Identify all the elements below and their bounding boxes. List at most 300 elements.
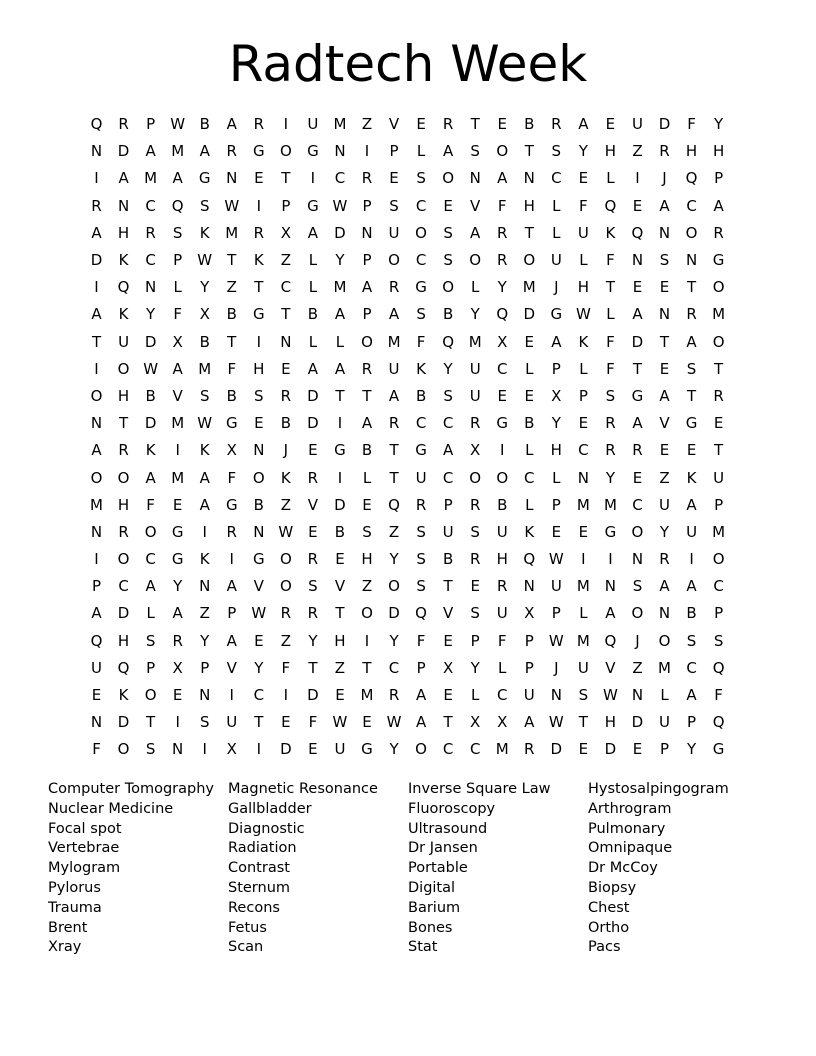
grid-letter[interactable]: Y (200, 278, 210, 297)
grid-letter[interactable]: S (578, 686, 589, 705)
grid-letter[interactable]: E (389, 169, 399, 188)
grid-letter[interactable]: Z (199, 604, 210, 623)
grid-letter[interactable]: O (685, 223, 698, 242)
grid-letter[interactable]: G (712, 740, 725, 759)
grid-letter[interactable]: R (524, 740, 535, 759)
grid-letter[interactable]: X (470, 713, 481, 732)
grid-letter[interactable]: I (229, 686, 234, 705)
grid-letter[interactable]: N (658, 305, 671, 324)
grid-letter[interactable]: M (90, 495, 103, 514)
grid-letter[interactable]: U (496, 604, 508, 623)
grid-letter[interactable]: E (443, 196, 453, 215)
grid-letter[interactable]: Q (712, 658, 725, 677)
grid-letter[interactable]: A (172, 169, 183, 188)
grid-letter[interactable]: A (118, 169, 129, 188)
grid-letter[interactable]: B (253, 495, 264, 514)
grid-letter[interactable]: K (578, 332, 589, 351)
grid-letter[interactable]: F (687, 115, 696, 134)
grid-letter[interactable]: I (337, 414, 343, 433)
grid-letter[interactable]: T (146, 713, 156, 732)
grid-letter[interactable]: T (91, 332, 102, 351)
grid-letter[interactable]: M (387, 332, 401, 351)
grid-letter[interactable]: G (496, 414, 509, 433)
grid-letter[interactable]: A (91, 305, 102, 324)
grid-letter[interactable]: D (307, 414, 319, 433)
grid-letter[interactable]: S (199, 713, 210, 732)
grid-letter[interactable]: A (686, 495, 697, 514)
grid-letter[interactable]: R (605, 414, 616, 433)
grid-letter[interactable]: J (662, 169, 667, 188)
grid-letter[interactable]: C (145, 251, 156, 270)
grid-letter[interactable]: I (283, 115, 289, 134)
grid-letter[interactable]: O (631, 604, 644, 623)
grid-letter[interactable]: Y (686, 740, 697, 759)
grid-letter[interactable]: W (143, 359, 159, 378)
grid-letter[interactable]: B (199, 115, 210, 134)
grid-letter[interactable]: D (117, 604, 130, 623)
grid-letter[interactable]: C (442, 414, 454, 433)
grid-letter[interactable]: O (442, 278, 455, 297)
grid-letter[interactable]: Y (470, 305, 480, 324)
grid-letter[interactable]: E (254, 169, 264, 188)
grid-letter[interactable]: P (551, 604, 561, 623)
grid-letter[interactable]: F (416, 332, 426, 351)
grid-letter[interactable]: P (524, 658, 534, 677)
grid-letter[interactable]: T (659, 332, 670, 351)
grid-letter[interactable]: A (199, 495, 210, 514)
grid-letter[interactable]: R (172, 631, 183, 650)
grid-letter[interactable]: A (686, 686, 697, 705)
grid-letter[interactable]: M (576, 631, 590, 650)
grid-letter[interactable]: U (713, 468, 725, 487)
grid-letter[interactable]: H (523, 196, 535, 215)
grid-letter[interactable]: E (632, 468, 643, 487)
grid-letter[interactable]: A (145, 468, 156, 487)
grid-letter[interactable]: F (92, 740, 101, 759)
grid-letter[interactable]: E (632, 196, 643, 215)
grid-letter[interactable]: R (632, 441, 643, 460)
grid-letter[interactable]: O (469, 468, 482, 487)
grid-letter[interactable]: D (631, 332, 644, 351)
grid-letter[interactable]: G (361, 740, 373, 759)
grid-letter[interactable]: J (283, 441, 289, 460)
grid-letter[interactable]: Y (714, 115, 724, 134)
grid-letter[interactable]: G (171, 550, 184, 569)
grid-letter[interactable]: L (579, 251, 588, 270)
grid-letter[interactable]: P (227, 604, 237, 623)
grid-letter[interactable]: R (361, 169, 373, 188)
grid-letter[interactable]: C (415, 251, 427, 270)
grid-letter[interactable]: T (389, 441, 399, 460)
grid-letter[interactable]: L (552, 196, 561, 215)
grid-letter[interactable]: L (308, 278, 318, 297)
grid-letter[interactable]: A (226, 115, 237, 134)
grid-letter[interactable]: A (226, 577, 237, 596)
grid-letter[interactable]: S (416, 550, 426, 569)
grid-letter[interactable]: U (577, 223, 589, 242)
grid-letter[interactable]: D (307, 686, 319, 705)
grid-letter[interactable]: N (253, 522, 265, 541)
grid-letter[interactable]: G (631, 386, 644, 405)
grid-letter[interactable]: U (388, 359, 400, 378)
grid-letter[interactable]: M (144, 169, 158, 188)
grid-letter[interactable]: P (443, 495, 453, 514)
grid-letter[interactable]: C (145, 550, 156, 569)
grid-letter[interactable]: P (551, 495, 561, 514)
grid-letter[interactable]: R (118, 522, 129, 541)
grid-letter[interactable]: S (172, 223, 183, 242)
grid-letter[interactable]: F (497, 196, 507, 215)
grid-letter[interactable]: X (280, 223, 291, 242)
grid-letter[interactable]: E (308, 522, 318, 541)
grid-letter[interactable]: U (415, 468, 427, 487)
grid-letter[interactable]: W (224, 196, 240, 215)
grid-letter[interactable]: L (606, 169, 615, 188)
grid-letter[interactable]: O (415, 740, 427, 759)
grid-letter[interactable]: A (443, 142, 454, 161)
grid-letter[interactable]: G (252, 550, 265, 569)
grid-letter[interactable]: W (251, 604, 267, 623)
grid-letter[interactable]: S (659, 251, 670, 270)
grid-letter[interactable]: F (606, 359, 615, 378)
grid-letter[interactable]: I (608, 550, 613, 569)
grid-letter[interactable]: F (714, 686, 723, 705)
grid-letter[interactable]: S (145, 740, 156, 759)
grid-letter[interactable]: W (548, 631, 564, 650)
grid-letter[interactable]: H (117, 223, 130, 242)
grid-letter[interactable]: R (388, 686, 400, 705)
grid-letter[interactable]: W (332, 196, 348, 215)
grid-letter[interactable]: T (335, 604, 345, 623)
grid-letter[interactable]: Y (389, 550, 399, 569)
grid-letter[interactable]: N (172, 740, 184, 759)
grid-letter[interactable]: U (631, 115, 643, 134)
grid-letter[interactable]: A (659, 196, 670, 215)
grid-letter[interactable]: Q (117, 658, 130, 677)
grid-letter[interactable]: I (337, 468, 343, 487)
grid-letter[interactable]: F (281, 658, 291, 677)
grid-letter[interactable]: A (551, 332, 562, 351)
grid-letter[interactable]: I (94, 359, 99, 378)
grid-letter[interactable]: F (606, 251, 615, 270)
grid-letter[interactable]: S (416, 169, 426, 188)
grid-letter[interactable]: I (581, 550, 586, 569)
grid-letter[interactable]: S (199, 386, 210, 405)
grid-letter[interactable]: B (415, 386, 427, 405)
grid-letter[interactable]: C (442, 468, 454, 487)
grid-letter[interactable]: M (171, 414, 185, 433)
grid-letter[interactable]: Q (442, 332, 455, 351)
grid-letter[interactable]: R (280, 604, 292, 623)
grid-letter[interactable]: D (523, 305, 536, 324)
grid-letter[interactable]: A (686, 332, 697, 351)
grid-letter[interactable]: B (334, 522, 346, 541)
grid-letter[interactable]: D (280, 740, 292, 759)
grid-letter[interactable]: N (199, 686, 211, 705)
grid-letter[interactable]: I (94, 169, 99, 188)
grid-letter[interactable]: Q (496, 305, 509, 324)
grid-letter[interactable]: T (227, 332, 237, 351)
grid-letter[interactable]: O (523, 251, 536, 270)
grid-letter[interactable]: L (416, 142, 426, 161)
grid-letter[interactable]: T (254, 278, 264, 297)
grid-letter[interactable]: T (686, 278, 697, 297)
grid-letter[interactable]: E (605, 115, 616, 134)
grid-letter[interactable]: O (117, 468, 130, 487)
grid-letter[interactable]: G (252, 305, 265, 324)
grid-letter[interactable]: C (551, 169, 562, 188)
grid-letter[interactable]: E (470, 577, 480, 596)
grid-letter[interactable]: E (335, 550, 345, 569)
grid-letter[interactable]: I (175, 713, 180, 732)
grid-letter[interactable]: R (253, 223, 265, 242)
grid-letter[interactable]: Y (497, 278, 507, 297)
grid-letter[interactable]: S (470, 522, 480, 541)
grid-letter[interactable]: D (631, 713, 644, 732)
grid-letter[interactable]: C (145, 196, 156, 215)
grid-letter[interactable]: N (577, 468, 589, 487)
grid-letter[interactable]: O (415, 223, 427, 242)
grid-letter[interactable]: K (118, 686, 129, 705)
grid-letter[interactable]: K (686, 468, 697, 487)
grid-letter[interactable]: S (145, 631, 156, 650)
grid-letter[interactable]: R (659, 550, 670, 569)
grid-letter[interactable]: G (252, 142, 265, 161)
grid-letter[interactable]: O (631, 522, 644, 541)
grid-letter[interactable]: T (227, 251, 237, 270)
grid-letter[interactable]: I (256, 196, 262, 215)
grid-letter[interactable]: C (280, 278, 292, 297)
grid-letter[interactable]: A (226, 631, 237, 650)
grid-letter[interactable]: S (389, 196, 399, 215)
grid-letter[interactable]: I (364, 631, 370, 650)
grid-letter[interactable]: Z (659, 468, 670, 487)
grid-letter[interactable]: L (552, 468, 561, 487)
grid-letter[interactable]: Q (388, 495, 400, 514)
grid-letter[interactable]: N (334, 142, 346, 161)
grid-letter[interactable]: C (686, 658, 697, 677)
grid-letter[interactable]: E (686, 441, 697, 460)
grid-letter[interactable]: R (388, 414, 400, 433)
grid-letter[interactable]: A (524, 713, 535, 732)
grid-letter[interactable]: M (198, 359, 212, 378)
grid-letter[interactable]: E (362, 495, 372, 514)
grid-letter[interactable]: A (91, 604, 102, 623)
grid-letter[interactable]: E (443, 686, 453, 705)
grid-letter[interactable]: M (712, 522, 726, 541)
grid-letter[interactable]: U (469, 359, 481, 378)
grid-letter[interactable]: P (714, 169, 724, 188)
grid-letter[interactable]: R (307, 468, 319, 487)
grid-letter[interactable]: K (253, 251, 264, 270)
grid-letter[interactable]: K (524, 522, 535, 541)
grid-letter[interactable]: Q (631, 223, 644, 242)
grid-letter[interactable]: Z (334, 658, 346, 677)
grid-letter[interactable]: K (605, 223, 616, 242)
grid-letter[interactable]: B (686, 604, 697, 623)
grid-letter[interactable]: C (442, 740, 454, 759)
grid-letter[interactable]: Y (389, 631, 399, 650)
grid-letter[interactable]: A (415, 686, 427, 705)
grid-letter[interactable]: G (415, 441, 427, 460)
grid-letter[interactable]: I (229, 550, 234, 569)
grid-letter[interactable]: S (686, 359, 697, 378)
grid-letter[interactable]: A (388, 386, 400, 405)
grid-letter[interactable]: F (308, 713, 318, 732)
grid-letter[interactable]: O (117, 740, 130, 759)
grid-letter[interactable]: K (199, 441, 210, 460)
grid-letter[interactable]: B (524, 115, 535, 134)
grid-letter[interactable]: Y (308, 631, 318, 650)
grid-letter[interactable]: V (334, 577, 346, 596)
grid-letter[interactable]: Y (470, 658, 480, 677)
grid-letter[interactable]: C (496, 359, 508, 378)
grid-letter[interactable]: C (713, 577, 724, 596)
grid-letter[interactable]: P (200, 658, 210, 677)
grid-letter[interactable]: X (524, 604, 535, 623)
grid-letter[interactable]: R (497, 577, 508, 596)
grid-letter[interactable]: A (415, 713, 427, 732)
grid-letter[interactable]: O (117, 359, 130, 378)
grid-letter[interactable]: K (199, 223, 210, 242)
grid-letter[interactable]: R (388, 278, 400, 297)
grid-letter[interactable]: P (362, 305, 372, 324)
grid-letter[interactable]: D (90, 251, 103, 270)
grid-letter[interactable]: V (659, 414, 670, 433)
grid-letter[interactable]: I (256, 740, 262, 759)
grid-letter[interactable]: X (470, 441, 481, 460)
grid-letter[interactable]: N (523, 577, 535, 596)
grid-letter[interactable]: D (334, 223, 346, 242)
grid-letter[interactable]: E (335, 686, 345, 705)
grid-letter[interactable]: Y (200, 631, 210, 650)
grid-letter[interactable]: A (361, 414, 373, 433)
grid-letter[interactable]: F (416, 631, 426, 650)
grid-letter[interactable]: M (603, 495, 617, 514)
grid-letter[interactable]: A (172, 604, 183, 623)
grid-letter[interactable]: U (659, 495, 670, 514)
grid-letter[interactable]: W (197, 414, 213, 433)
grid-letter[interactable]: C (253, 686, 265, 705)
grid-letter[interactable]: E (632, 278, 643, 297)
grid-letter[interactable]: N (469, 169, 481, 188)
grid-letter[interactable]: S (254, 386, 264, 405)
grid-letter[interactable]: R (442, 115, 454, 134)
grid-letter[interactable]: Q (90, 631, 103, 650)
grid-letter[interactable]: P (146, 115, 156, 134)
grid-letter[interactable]: C (334, 169, 346, 188)
grid-letter[interactable]: S (713, 631, 724, 650)
grid-letter[interactable]: W (170, 115, 186, 134)
grid-letter[interactable]: L (579, 604, 588, 623)
grid-letter[interactable]: H (334, 631, 346, 650)
grid-letter[interactable]: T (254, 713, 264, 732)
grid-letter[interactable]: A (497, 169, 508, 188)
grid-letter[interactable]: X (226, 441, 237, 460)
grid-letter[interactable]: N (117, 196, 130, 215)
grid-letter[interactable]: L (606, 305, 615, 324)
grid-letter[interactable]: H (712, 142, 725, 161)
grid-letter[interactable]: C (415, 196, 427, 215)
grid-letter[interactable]: P (146, 658, 156, 677)
grid-letter[interactable]: N (90, 713, 103, 732)
grid-letter[interactable]: Q (171, 196, 184, 215)
grid-letter[interactable]: Z (280, 495, 291, 514)
grid-letter[interactable]: K (280, 468, 291, 487)
grid-letter[interactable]: R (551, 115, 562, 134)
grid-letter[interactable]: N (550, 686, 562, 705)
grid-letter[interactable]: O (361, 604, 373, 623)
grid-letter[interactable]: O (279, 550, 292, 569)
grid-letter[interactable]: B (442, 550, 454, 569)
grid-letter[interactable]: R (226, 142, 237, 161)
grid-letter[interactable]: O (658, 631, 671, 650)
grid-letter[interactable]: O (90, 386, 103, 405)
grid-letter[interactable]: Q (685, 169, 698, 188)
grid-letter[interactable]: T (362, 386, 372, 405)
grid-letter[interactable]: U (469, 386, 481, 405)
grid-letter[interactable]: R (307, 550, 319, 569)
grid-letter[interactable]: B (199, 332, 210, 351)
grid-letter[interactable]: D (334, 495, 346, 514)
grid-letter[interactable]: M (522, 278, 536, 297)
grid-letter[interactable]: O (361, 332, 373, 351)
grid-letter[interactable]: B (280, 414, 291, 433)
grid-letter[interactable]: O (496, 142, 509, 161)
grid-letter[interactable]: E (172, 686, 183, 705)
grid-letter[interactable]: R (253, 115, 265, 134)
grid-letter[interactable]: O (279, 577, 292, 596)
grid-letter[interactable]: N (280, 332, 292, 351)
grid-letter[interactable]: H (117, 495, 130, 514)
grid-letter[interactable]: Y (443, 359, 453, 378)
grid-letter[interactable]: L (146, 604, 155, 623)
grid-letter[interactable]: T (118, 414, 129, 433)
grid-letter[interactable]: T (281, 169, 291, 188)
grid-letter[interactable]: D (658, 115, 671, 134)
grid-letter[interactable]: I (202, 740, 207, 759)
grid-letter[interactable]: V (443, 604, 454, 623)
grid-letter[interactable]: R (686, 305, 697, 324)
grid-letter[interactable]: L (471, 686, 480, 705)
grid-letter[interactable]: E (497, 386, 507, 405)
grid-letter[interactable]: E (578, 740, 589, 759)
grid-letter[interactable]: N (145, 278, 157, 297)
grid-letter[interactable]: A (659, 577, 670, 596)
grid-letter[interactable]: A (388, 305, 400, 324)
grid-letter[interactable]: B (497, 495, 508, 514)
grid-letter[interactable]: L (335, 332, 345, 351)
grid-letter[interactable]: C (118, 577, 129, 596)
grid-letter[interactable]: E (659, 278, 670, 297)
grid-letter[interactable]: E (497, 115, 507, 134)
grid-letter[interactable]: U (496, 522, 508, 541)
grid-letter[interactable]: D (307, 386, 319, 405)
grid-letter[interactable]: P (362, 251, 372, 270)
grid-letter[interactable]: H (117, 386, 130, 405)
grid-letter[interactable]: G (307, 142, 319, 161)
grid-letter[interactable]: E (659, 441, 670, 460)
grid-letter[interactable]: Y (605, 468, 615, 487)
grid-letter[interactable]: U (91, 658, 103, 677)
grid-letter[interactable]: B (226, 386, 237, 405)
grid-letter[interactable]: F (227, 468, 237, 487)
grid-letter[interactable]: V (605, 658, 616, 677)
grid-letter[interactable]: L (308, 332, 318, 351)
grid-letter[interactable]: B (307, 305, 319, 324)
grid-letter[interactable]: I (175, 441, 180, 460)
grid-letter[interactable]: J (554, 658, 559, 677)
